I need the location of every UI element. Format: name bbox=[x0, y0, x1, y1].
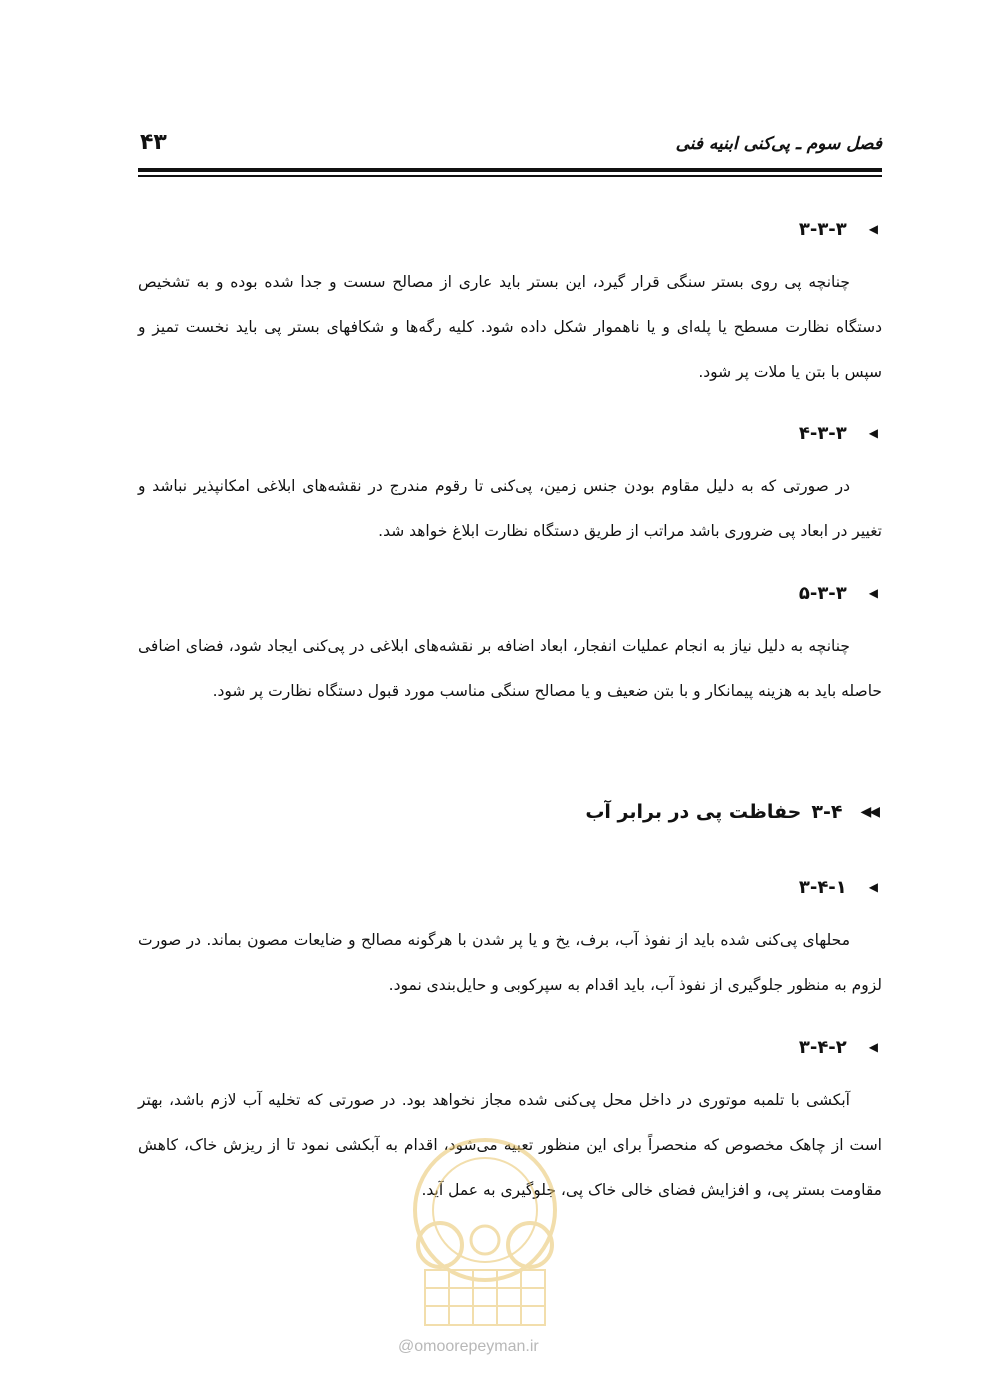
section-paragraph: چنانچه پی روی بستر سنگی قرار گیرد، این بستر باید عاری از مصالح سست و جدا شده بوده و به تشخیص دستگاه نظارت مسطح یا پله‌ای و یا ناهموار شکل داده شود. کلیه رگه‌ها و شکافهای بستر پی باید نخست تمیز و سپس با بتن یا ملات پر شود. bbox=[138, 273, 882, 381]
page-number: ۴۳ bbox=[140, 130, 167, 155]
major-heading bbox=[138, 794, 882, 830]
page-header bbox=[140, 128, 882, 168]
triangle-bullet-icon: ◀ bbox=[868, 426, 878, 440]
section-number: ۴-۳-۳ bbox=[798, 422, 847, 444]
section-number: ۳-۴-۱ bbox=[798, 876, 847, 898]
section-heading bbox=[138, 416, 882, 450]
section-paragraph: چنانچه به دلیل نیاز به انجام عملیات انفجار، ابعاد اضافه بر نقشه‌های ابلاغی در پی‌کنی ایجاد شود، فضای اضافی حاصله باید به هزینه پیمانکار و با بتن ضعیف و یا مصالح سنگی مناسب مورد قبول دستگاه نظارت پر شود. bbox=[138, 637, 882, 700]
section-3-3-3 bbox=[138, 212, 882, 395]
watermark-logo-icon bbox=[385, 1130, 585, 1330]
major-heading-title: حفاظت پی در برابر آب bbox=[585, 801, 802, 823]
section-number: ۳-۳-۳ bbox=[798, 218, 847, 240]
watermark-site-text: @omoorepeyman.ir bbox=[398, 1338, 539, 1355]
section-paragraph: آبکشی با تلمبه موتوری در داخل محل پی‌کنی شده مجاز نخواهد بود. در صورتی که تخلیه آب لازم باشد، بهتر است از چاهک مخصوص که منحصراً برای این منظور تعبیه می‌شود، اقدام به آبکشی نمود تا از ریزش خاک، کاهش مقاومت بستر پی، و افزایش فضای خالی خاک پی، جلوگیری به عمل آید. bbox=[138, 1091, 882, 1199]
triangle-bullet-icon: ◀ bbox=[868, 880, 878, 894]
section-paragraph: محلهای پی‌کنی شده باید از نفوذ آب، برف، یخ و یا پر شدن با هرگونه مصالح و ضایعات مصون بماند. در صورت لزوم به منظور جلوگیری از نفوذ آب، باید اقدام به سپرکوبی و حایل‌بندی نمود. bbox=[138, 931, 882, 994]
chapter-title: فصل سوم ـ پی‌کنی ابنیه فنی bbox=[675, 134, 882, 154]
triangle-bullet-icon: ◀ bbox=[868, 222, 878, 236]
header-rule-thin bbox=[138, 175, 882, 177]
triangle-bullet-icon: ◀ bbox=[868, 586, 878, 600]
triangle-bullet-icon: ◀ bbox=[868, 1040, 878, 1054]
section-3-4-1 bbox=[138, 870, 882, 1008]
section-number: ۵-۳-۳ bbox=[798, 582, 847, 604]
section-heading bbox=[138, 212, 882, 246]
section-heading bbox=[138, 576, 882, 610]
section-number: ۳-۴-۲ bbox=[798, 1036, 847, 1058]
section-heading bbox=[138, 870, 882, 904]
section-heading bbox=[138, 1030, 882, 1064]
major-heading-number: ۳-۴ bbox=[811, 801, 843, 823]
header-rule-thick bbox=[138, 168, 882, 172]
double-triangle-bullet-icon: ◀◀ bbox=[860, 804, 878, 820]
section-3-3-5 bbox=[138, 576, 882, 714]
section-paragraph: در صورتی که به دلیل مقاوم بودن جنس زمین، پی‌کنی تا رقوم مندرج در نقشه‌های ابلاغی امکانپذیر نباشد و تغییر در ابعاد پی ضروری باشد مراتب از طریق دستگاه نظارت ابلاغ خواهد شد. bbox=[138, 477, 882, 540]
section-3-3-4 bbox=[138, 416, 882, 554]
